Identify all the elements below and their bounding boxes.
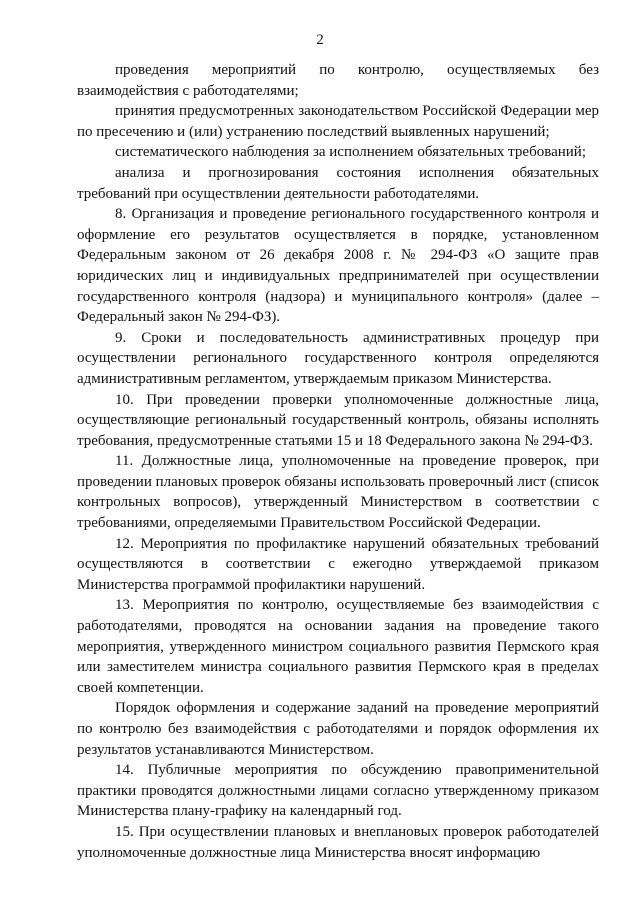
paragraph-item-14: 14. Публичные мероприятия по обсуждению правоприменительной практики проводятся должностными лицами согласно утвержденному приказом Министерства плану-графику на календарный год. [77,762,599,820]
paragraph-item-12: 12. Мероприятия по профилактике нарушений обязательных требований осуществляются в соответствии с ежегодно утверждаемой приказом Министерства программой профилактики нарушений. [77,535,599,593]
paragraph-3: систематического наблюдения за исполнением обязательных требований; [115,144,586,161]
paragraph-item-13: 13. Мероприятия по контролю, осуществляемые без взаимодействия с работодателями, проводятся на основании задания на проведение такого мероприятия, утвержденного министром социального развития Пермского края или заместителем министра социального развития Пермского края в пределах своей компетенции. [77,597,599,696]
paragraph-4: анализа и прогнозирования состояния исполнения обязательных требований при осуществлении деятельности работодателями. [77,164,599,202]
paragraph-item-8: 8. Организация и проведение регионального государственного контроля и оформление его результатов осуществляется в порядке, установленном Федеральным законом от 26 декабря 2008 г. № 294-ФЗ «О защите прав юридических лиц и индивидуальных предпринимателей при осуществлении государственного контроля (надзора) и муниципального контроля» (далее – Федеральный закон № 294-ФЗ). [77,206,599,326]
document-body [77,60,599,863]
paragraph-item-15: 15. При осуществлении плановых и внеплановых проверок работодателей уполномоченные должностные лица Министерства вносят информацию [77,823,599,861]
paragraph-item-10: 10. При проведении проверки уполномоченные должностные лица, осуществляющие региональный государственный контроль, обязаны исполнять требования, предусмотренные статьями 15 и 18 Федерального закона № 294-ФЗ. [77,391,599,449]
paragraph-2: принятия предусмотренных законодательством Российской Федерации мер по пресечению и (или) устранению последствий выявленных нарушений; [77,103,599,140]
page-number: 2 [316,32,324,48]
paragraph-item-13-cont: Порядок оформления и содержание заданий на проведение мероприятий по контролю без взаимодействия с работодателями и порядок оформления их результатов устанавливаются Министерством. [77,700,599,758]
paragraph-item-9: 9. Сроки и последовательность административных процедур при осуществлении регионального государственного контроля определяются административным регламентом, утверждаемым приказом Министерства. [77,329,599,387]
paragraph-item-11: 11. Должностные лица, уполномоченные на проведение проверок, при проведении плановых проверок обязаны использовать проверочный лист (список контрольных вопросов), утвержденный Министерством в соответствии с требованиями, определяемыми Правительством Российской Федерации. [77,453,599,532]
paragraph-1: проведения мероприятий по контролю, осуществляемых без взаимодействия с работодателями; [77,62,599,99]
